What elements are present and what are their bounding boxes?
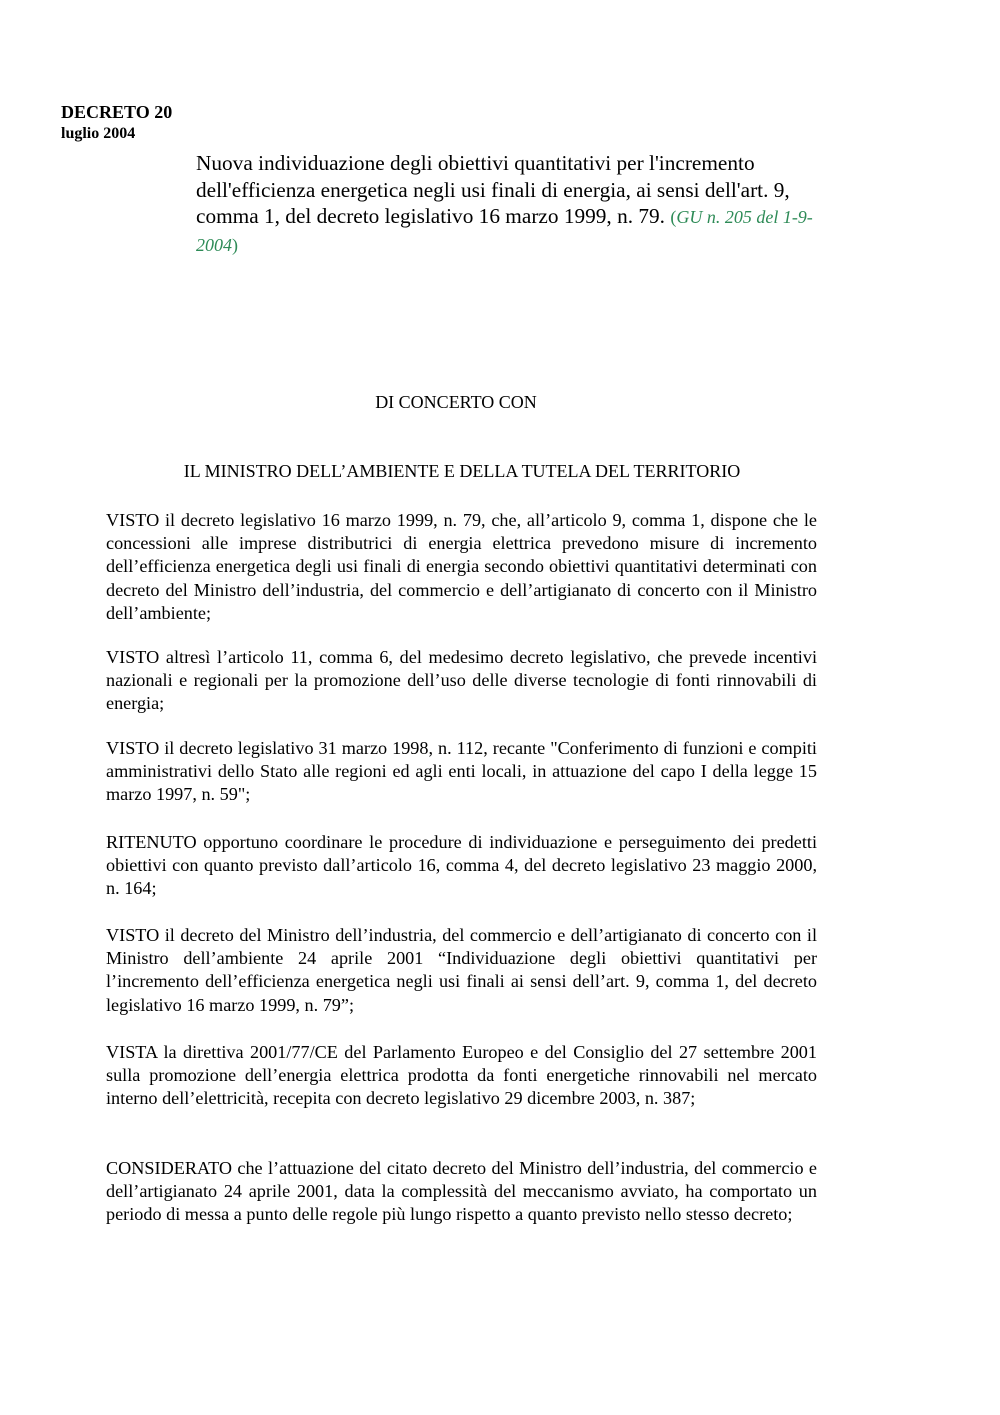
minister-heading: IL MINISTRO DELL’AMBIENTE E DELLA TUTELA DEL TERRITORIO bbox=[183, 461, 741, 481]
paragraph-visto-4: VISTO il decreto del Ministro dell’industria, del commercio e dell’artigianato di concerto con il Ministro dell’ambiente 24 aprile 2001 “Individuazione degli obiettivi quantitativi per l’incremento dell’efficienza energetica negli usi finali ai sensi dell’art. 9, comma 1, del decreto legislativo 16 marzo 1999, n. 79”; bbox=[106, 925, 817, 1015]
paragraph-visto-1: VISTO il decreto legislativo 16 marzo 1999, n. 79, che, all’articolo 9, comma 1, dispone che le concessioni alle imprese distributrici di energia elettrica prevedono misure di incremento dell’efficienza energetica degli usi finali di energia secondo obiettivi quantitativi determinati con decreto del Ministro dell’industria, del commercio e dell’artigianato di concerto con il Ministro dell’ambiente; bbox=[106, 510, 817, 623]
gazette-open-paren: ( bbox=[670, 207, 677, 227]
paragraph-ritenuto: RITENUTO opportuno coordinare le procedure di individuazione e perseguimento dei predetti obiettivi con quanto previsto dall’articolo 16, comma 4, del decreto legislativo 23 maggio 2000, n. 164; bbox=[106, 832, 817, 899]
decree-number: DECRETO 20 bbox=[61, 102, 173, 122]
paragraph-vista: VISTA la direttiva 2001/77/CE del Parlamento Europeo e del Consiglio del 27 settembre 2001 sulla promozione dell’energia elettrica prodotta da fonti energetiche rinnovabili nel mercato interno dell’elettricità, recepita con decreto legislativo 29 dicembre 2003, n. 387; bbox=[106, 1042, 817, 1109]
decree-date: luglio 2004 bbox=[61, 125, 136, 142]
decree-title-text: Nuova individuazione degli obiettivi quantitativi per l'incremento dell'efficienza energetica negli usi finali di energia, ai sensi dell'art. 9, comma 1, del decreto legislativo 16 marzo 1999, n. 79. bbox=[196, 151, 790, 228]
paragraph-considerato: CONSIDERATO che l’attuazione del citato decreto del Ministro dell’industria, del commercio e dell’artigianato 24 aprile 2001, data la complessità del meccanismo avviato, ha comportato un periodo di messa a punto delle regole più lungo rispetto a quanto previsto nello stesso decreto; bbox=[106, 1158, 817, 1225]
concert-heading: DI CONCERTO CON bbox=[375, 392, 537, 412]
paragraph-visto-2: VISTO altresì l’articolo 11, comma 6, del medesimo decreto legislativo, che prevede incentivi nazionali e regionali per la promozione dell’uso delle diverse tecnologie di fonti rinnovabili di energia; bbox=[106, 647, 817, 714]
decree-header bbox=[61, 100, 201, 144]
gazette-close-paren: ) bbox=[232, 234, 238, 255]
paragraph-visto-3: VISTO il decreto legislativo 31 marzo 1998, n. 112, recante "Conferimento di funzioni e compiti amministrativi dello Stato alle regioni ed agli enti locali, in attuazione del capo I della legge 15 marzo 1997, n. 59"; bbox=[106, 738, 817, 805]
decree-title bbox=[196, 150, 822, 258]
gazette-link[interactable]: GU n. 205 del 1-9-2004 bbox=[196, 207, 813, 255]
